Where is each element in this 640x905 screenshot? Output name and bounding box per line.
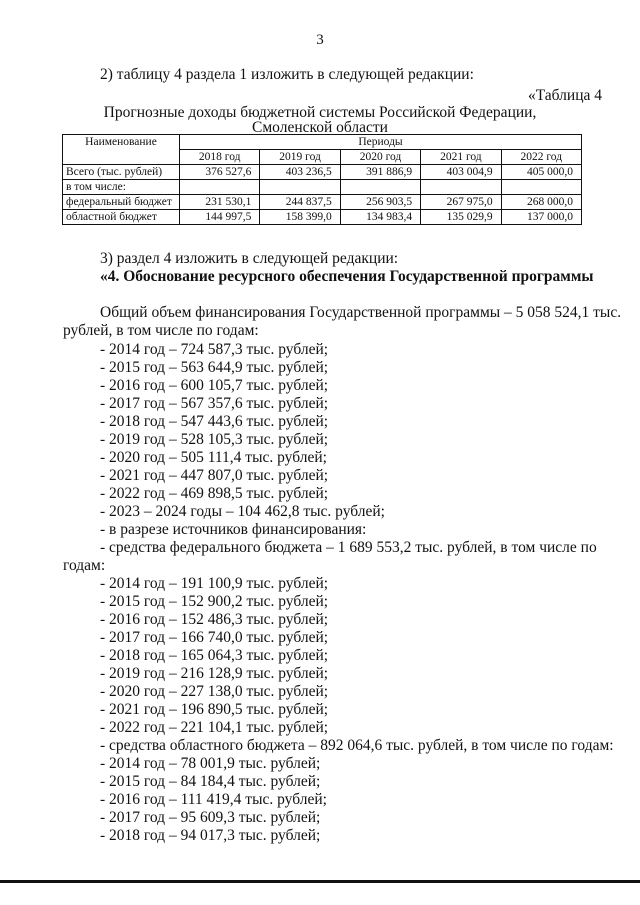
header-year: 2021 год bbox=[421, 150, 501, 165]
list-item: - 2017 год – 567 357,6 тыс. рублей; bbox=[100, 395, 329, 412]
table-title-line-2: Смоленской области bbox=[252, 119, 388, 136]
cell-value: 256 903,5 bbox=[340, 195, 420, 210]
list-item: - 2019 год – 528 105,3 тыс. рублей; bbox=[100, 431, 329, 448]
cell-value: 158 399,0 bbox=[260, 210, 340, 225]
row-label: в том числе: bbox=[63, 180, 180, 195]
cell-value bbox=[421, 180, 501, 195]
table-row bbox=[63, 195, 582, 210]
list-item: - 2018 год – 165 064,3 тыс. рублей; bbox=[100, 647, 329, 664]
paragraph-line: Общий объем финансирования Государственной программы – 5 058 524,1 тыс. bbox=[100, 304, 622, 321]
list-item: - 2018 год – 94 017,3 тыс. рублей; bbox=[100, 827, 321, 844]
cell-value: 403 236,5 bbox=[260, 165, 340, 180]
paragraph-line: - средства областного бюджета – 892 064,6 тыс. рублей, в том числе по годам: bbox=[100, 737, 614, 754]
cell-value: 137 000,0 bbox=[501, 210, 581, 225]
instruction-2: 2) таблицу 4 раздела 1 изложить в следующей редакции: bbox=[100, 66, 474, 83]
list-item: - 2022 год – 469 898,5 тыс. рублей; bbox=[100, 485, 329, 502]
list-item: - 2014 год – 78 001,9 тыс. рублей; bbox=[100, 755, 321, 772]
list-item: - 2019 год – 216 128,9 тыс. рублей; bbox=[100, 665, 329, 682]
list-item: - в разрезе источников финансирования: bbox=[100, 521, 367, 538]
list-item: - 2015 год – 84 184,4 тыс. рублей; bbox=[100, 773, 321, 790]
revenue-table bbox=[62, 134, 582, 225]
list-item: - 2015 год – 563 644,9 тыс. рублей; bbox=[100, 359, 329, 376]
row-label: областной бюджет bbox=[63, 210, 180, 225]
list-item: - 2020 год – 505 111,4 тыс. рублей; bbox=[100, 449, 327, 466]
cell-value: 134 983,4 bbox=[340, 210, 420, 225]
paragraph-line: годам: bbox=[63, 557, 106, 574]
header-year: 2018 год bbox=[180, 150, 260, 165]
table-row bbox=[63, 180, 582, 195]
list-item: - 2020 год – 227 138,0 тыс. рублей; bbox=[100, 683, 329, 700]
list-item: - 2017 год – 166 740,0 тыс. рублей; bbox=[100, 629, 329, 646]
list-item: - 2016 год – 152 486,3 тыс. рублей; bbox=[100, 611, 329, 628]
cell-value bbox=[340, 180, 420, 195]
paragraph-line: - средства федерального бюджета – 1 689 553,2 тыс. рублей, в том числе по bbox=[100, 539, 597, 556]
cell-value: 244 837,5 bbox=[260, 195, 340, 210]
list-item: - 2023 – 2024 годы – 104 462,8 тыс. рублей; bbox=[100, 503, 385, 520]
section-heading: «4. Обоснование ресурсного обеспечения Государственной программы bbox=[100, 268, 594, 285]
cell-value bbox=[501, 180, 581, 195]
list-item: - 2014 год – 191 100,9 тыс. рублей; bbox=[100, 575, 329, 592]
cell-value: 405 000,0 bbox=[501, 165, 581, 180]
list-item: - 2021 год – 447 807,0 тыс. рублей; bbox=[100, 467, 329, 484]
cell-value: 403 004,9 bbox=[421, 165, 501, 180]
header-periods: Периоды bbox=[180, 135, 582, 150]
header-year: 2020 год bbox=[340, 150, 420, 165]
header-year: 2019 год bbox=[260, 150, 340, 165]
cell-value bbox=[260, 180, 340, 195]
cell-value: 391 886,9 bbox=[340, 165, 420, 180]
cell-value: 135 029,9 bbox=[421, 210, 501, 225]
cell-value: 267 975,0 bbox=[421, 195, 501, 210]
cell-value: 144 997,5 bbox=[180, 210, 260, 225]
row-label: федеральный бюджет bbox=[63, 195, 180, 210]
table-row bbox=[63, 210, 582, 225]
table-row bbox=[63, 165, 582, 180]
list-item: - 2017 год – 95 609,3 тыс. рублей; bbox=[100, 809, 321, 826]
page-number: 3 bbox=[316, 32, 324, 48]
cell-value: 231 530,1 bbox=[180, 195, 260, 210]
list-item: - 2022 год – 221 104,1 тыс. рублей; bbox=[100, 719, 329, 736]
paragraph-line: рублей, в том числе по годам: bbox=[63, 322, 259, 339]
list-item: - 2015 год – 152 900,2 тыс. рублей; bbox=[100, 593, 329, 610]
list-item: - 2014 год – 724 587,3 тыс. рублей; bbox=[100, 341, 329, 358]
list-item: - 2016 год – 111 419,4 тыс. рублей; bbox=[100, 791, 327, 808]
header-year: 2022 год bbox=[501, 150, 581, 165]
list-item: - 2021 год – 196 890,5 тыс. рублей; bbox=[100, 701, 329, 718]
bottom-rule bbox=[0, 880, 640, 883]
cell-value: 376 527,6 bbox=[180, 165, 260, 180]
row-label: Всего (тыс. рублей) bbox=[63, 165, 180, 180]
table-title-line-1: Прогнозные доходы бюджетной системы Российской Федерации, bbox=[103, 104, 537, 121]
header-name: Наименование bbox=[63, 135, 180, 165]
list-item: - 2018 год – 547 443,6 тыс. рублей; bbox=[100, 413, 329, 430]
cell-value: 268 000,0 bbox=[501, 195, 581, 210]
table-label: «Таблица 4 bbox=[527, 87, 602, 104]
cell-value bbox=[180, 180, 260, 195]
list-item: - 2016 год – 600 105,7 тыс. рублей; bbox=[100, 377, 329, 394]
instruction-3: 3) раздел 4 изложить в следующей редакции: bbox=[100, 250, 399, 267]
